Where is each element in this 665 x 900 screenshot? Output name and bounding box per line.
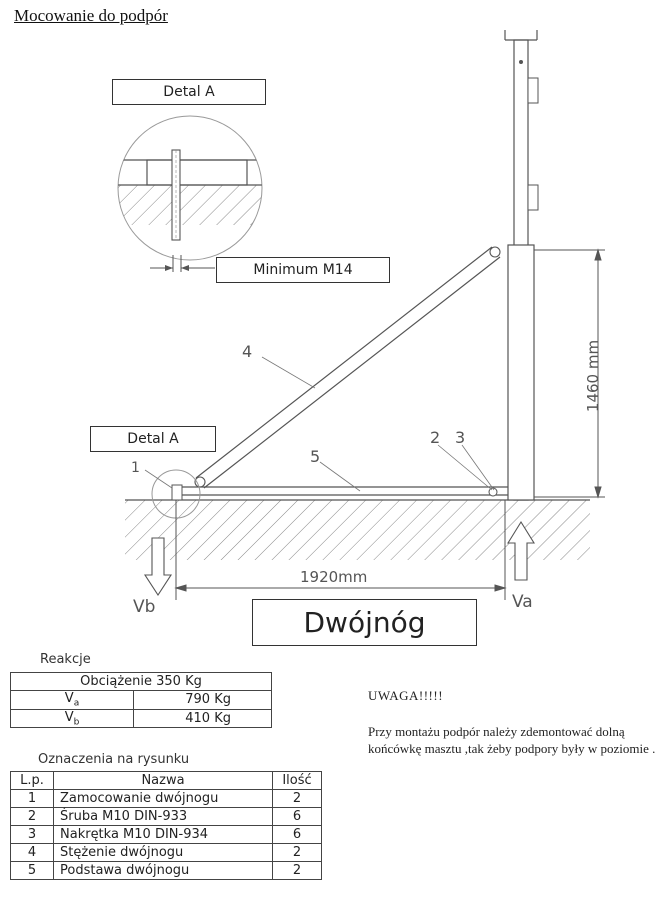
row-name: Podstawa dwójnogu (54, 862, 273, 880)
table-header-row (11, 772, 322, 790)
row-lp: 1 (11, 790, 54, 808)
table-row (11, 709, 272, 728)
row-qty: 6 (273, 826, 322, 844)
minimum-m14-label: Minimum M14 (216, 257, 390, 283)
part-number-4: 4 (242, 342, 253, 361)
warning-text: Przy montażu podpór należy zdemontować dolną końcówkę masztu ,tak żeby podpory były w poziomie . (368, 724, 656, 756)
load-header: Obciążenie 350 Kg (11, 673, 272, 691)
detail-a-label: Detal A (90, 426, 216, 452)
legend-heading: Oznaczenia na rysunku (38, 752, 190, 767)
reaction-symbol: $V_b$ (11, 709, 134, 728)
table-row (11, 790, 322, 808)
assembly-name-label: Dwójnóg (252, 599, 477, 646)
column-header-qty: Ilość (273, 772, 322, 790)
page-title: Mocowanie do podpór (14, 6, 168, 25)
force-vb-label: Vb (133, 597, 156, 617)
row-qty: 2 (273, 790, 322, 808)
column-header-name: Nazwa (54, 772, 273, 790)
force-va-label: Va (512, 592, 533, 612)
detail-a-view (110, 116, 280, 272)
table-row (11, 826, 322, 844)
row-name: Zamocowanie dwójnogu (54, 790, 273, 808)
row-lp: 3 (11, 826, 54, 844)
row-lp: 5 (11, 862, 54, 880)
reactions-table (10, 672, 272, 728)
table-row (11, 691, 272, 710)
legend-table (10, 771, 322, 880)
brace-diagonal (195, 247, 500, 488)
leader-lines (145, 357, 494, 491)
row-name: Nakrętka M10 DIN-934 (54, 826, 273, 844)
reaction-symbol: $V_a$ (11, 691, 134, 710)
reaction-value: 790 Kg (134, 691, 272, 710)
row-name: Stężenie dwójnogu (54, 844, 273, 862)
part-number-2: 2 (430, 428, 441, 447)
reactions-heading: Reakcje (40, 652, 91, 667)
row-lp: 4 (11, 844, 54, 862)
part-number-1: 1 (131, 460, 140, 476)
row-qty: 2 (273, 862, 322, 880)
column-header-lp: L.p. (11, 772, 54, 790)
warning-title: UWAGA!!!!! (368, 688, 444, 703)
row-name: Śruba M10 DIN-933 (54, 808, 273, 826)
part-number-5: 5 (310, 447, 321, 466)
dimension-width-label: 1920mm (300, 568, 368, 586)
base-bar (172, 485, 508, 500)
part-number-3: 3 (455, 428, 466, 447)
table-row (11, 808, 322, 826)
table-row (11, 862, 322, 880)
mast (505, 30, 538, 500)
reaction-value: 410 Kg (134, 709, 272, 728)
detail-a-title: Detal A (112, 79, 266, 105)
row-lp: 2 (11, 808, 54, 826)
row-qty: 6 (273, 808, 322, 826)
row-qty: 2 (273, 844, 322, 862)
dimension-height-label: 1460 mm (584, 339, 602, 413)
table-row (11, 844, 322, 862)
